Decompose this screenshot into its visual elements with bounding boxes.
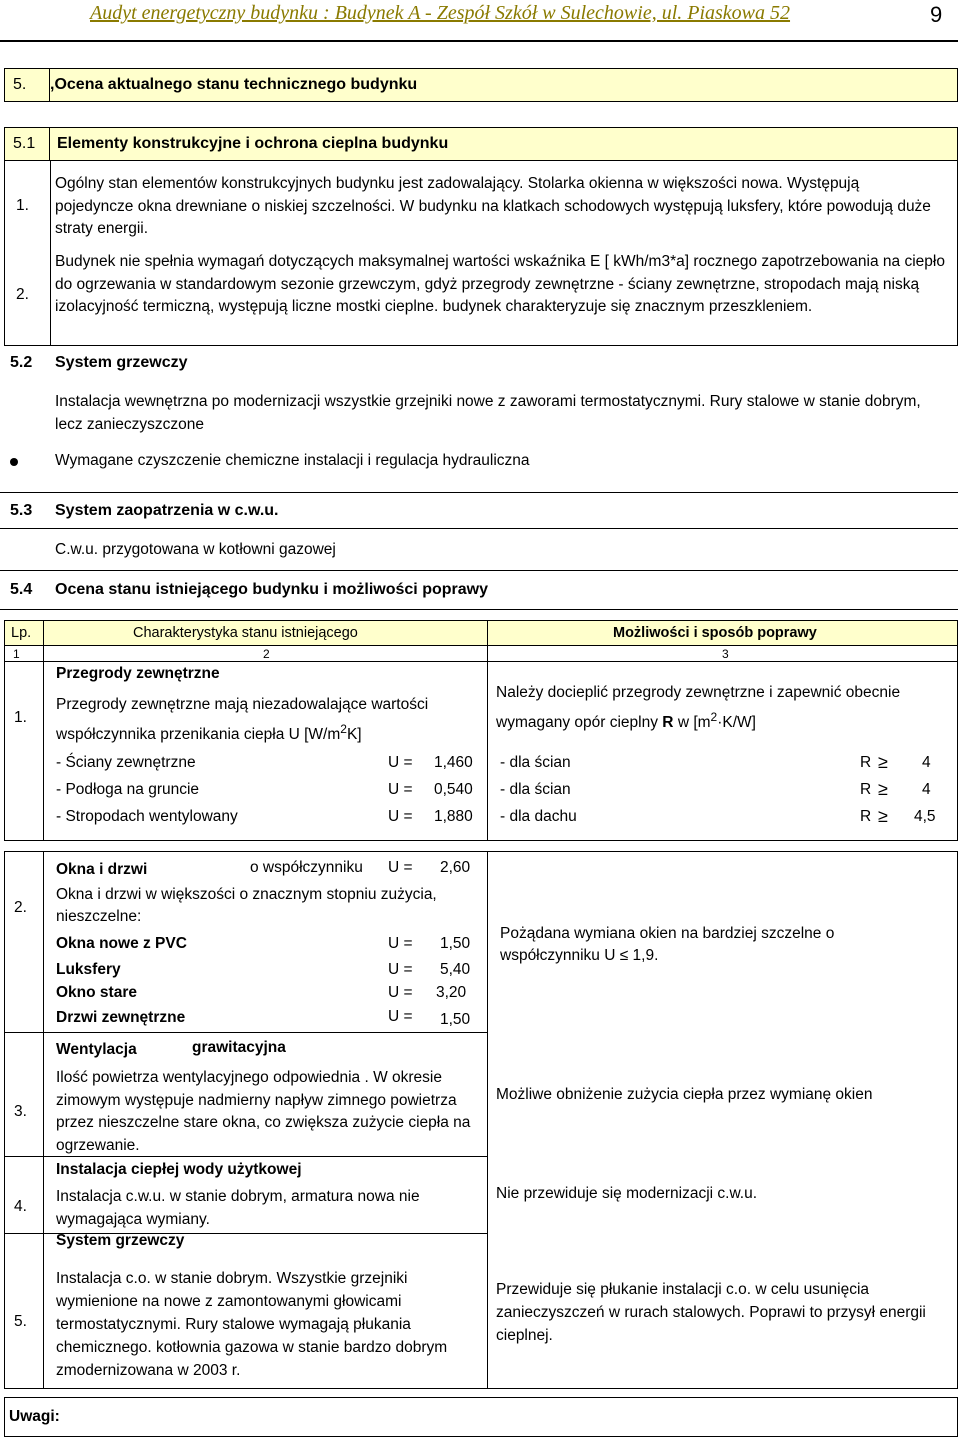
row-3-desc: Ilość powietrza wentylacyjnego odpowiednia . W okresie zimowym występuje nadmierny napływ zimnego powietrza przez nieszczelne stare okna, co zwiększa zużycie ciepła na ogrzewanie. [56, 1069, 471, 1154]
divider-5-4-top [0, 570, 958, 571]
section-5-band [4, 68, 958, 102]
section-5-4-number: 5.4 [10, 581, 33, 598]
row-1-right-text: Należy docieplić przegrody zewnętrzne i zapewnić obecnie wymagany opór cieplny [496, 684, 901, 732]
row-2-item-4-label: Drzwi zewnętrzne [56, 1009, 186, 1026]
section-5-2-bullet-text: Wymagane czyszczenie chemiczne instalacji i regulacja hydrauliczna [55, 452, 530, 469]
row-3-title2: grawitacyjna [192, 1039, 286, 1056]
row-1-item-1-rlabel: - dla ścian [500, 754, 571, 771]
body-divider-2 [487, 852, 488, 1388]
section-5-3-text: C.w.u. przygotowana w kotłowni gazowej [55, 541, 336, 558]
table-header [4, 620, 958, 646]
uwagi-box [4, 1397, 958, 1437]
section-5-3-number: 5.3 [10, 502, 33, 519]
bullet-icon [10, 458, 18, 466]
section-5-2-title: System grzewczy [55, 354, 188, 371]
body-divider-1 [43, 852, 44, 1388]
header-divider-2 [487, 621, 488, 645]
row-1-divider-2 [487, 662, 488, 840]
section-5-1-number: 5.1 [5, 128, 50, 160]
row-2-item-3-label: Okno stare [56, 984, 137, 1001]
row-1-item-1-ge: ≥ [878, 752, 888, 772]
row-2-item-3-u: U = [388, 984, 413, 1001]
row-1-item-1-val: 1,460 [434, 754, 473, 771]
row-3-right: Możliwe obniżenie zużycia ciepła przez wymianę okien [496, 1086, 873, 1103]
row-1-item-3-rval: 4,5 [914, 808, 936, 825]
row-2-item-3-val: 3,20 [436, 984, 467, 1001]
row-1-item-3-u: U = [388, 808, 413, 825]
colnum-3: 3 [722, 647, 729, 661]
row-1-item-3-r: R [860, 808, 872, 825]
row-1-desc-sup: 2 [340, 722, 347, 736]
section-5-4-title: Ocena stanu istniejącego budynku i możliwości poprawy [55, 581, 488, 598]
row-1-item-2-ge: ≥ [878, 779, 888, 799]
section-5-1-band [4, 127, 958, 161]
row-1-item-3-ge: ≥ [878, 806, 888, 826]
row-1-item-3-val: 1,880 [434, 808, 473, 825]
row-1-right-unit-sup: 2 [710, 710, 718, 724]
row-4-right: Nie przewiduje się modernizacji c.w.u. [496, 1185, 758, 1202]
row-5-desc: Instalacja c.o. w stanie dobrym. Wszystkie grzejniki wymienione na nowe z zamontowanymi głowicami termostatycznymi. Rury stalowe wymagają płukania chemicznego. kotłownia gazowa w stanie bardzo dobrym zmodernizowana w 2003 r. [56, 1270, 448, 1379]
row-5-lp: 5. [14, 1313, 27, 1330]
column-number-row [4, 646, 958, 662]
row-1-item-3-label: - Stropodach wentylowany [56, 808, 238, 825]
row-2-item-2-val: 5,40 [440, 961, 471, 978]
row-1-item-1-rval: 4 [922, 754, 931, 771]
colnum-divider-1 [43, 646, 44, 661]
row-1-description [56, 693, 476, 747]
row-2-coef-u: U = [388, 859, 413, 876]
row-1-title: Przegrody zewnętrzne [56, 665, 220, 682]
row-1-lp: 1. [14, 709, 27, 726]
divider-5-3-bottom [0, 528, 958, 529]
colnum-divider-2 [487, 646, 488, 661]
row-2-item-1-u: U = [388, 935, 413, 952]
row-1-right [496, 681, 951, 735]
row-1-item-2-label: - Podłoga na gruncie [56, 781, 200, 798]
document-header-title: Audyt energetyczny budynku : Budynek A - Zespół Szkół w Sulechowie, ul. Piaskowa 52 [90, 2, 791, 24]
row-2-item-1-val: 1,50 [440, 935, 471, 952]
row-2-desc: Okna i drzwi w większości o znacznym stopniu zużycia, nieszczelne: [56, 886, 437, 925]
row-2-title: Okna i drzwi [56, 861, 148, 878]
header-characteristics: Charakterystyka stanu istniejącego [133, 625, 358, 641]
row-1-right-r: R [662, 714, 674, 732]
section-5-3-title: System zaopatrzenia w c.w.u. [55, 502, 279, 519]
row-2-coef-label: o współczynniku [250, 859, 363, 876]
item-2-number: 2. [16, 286, 29, 303]
divider-5-3-top [0, 492, 958, 493]
row-2-lp: 2. [14, 899, 27, 916]
row-5-right: Przewiduje się płukanie instalacji c.o. w celu usunięcia zanieczyszczeń w rurach stalowych. Poprawi to przysył energii cieplnej. [496, 1281, 926, 1344]
row-4-title: Instalacja ciepłej wody użytkowej [56, 1161, 302, 1178]
header-lp: Lp. [11, 625, 32, 641]
row-1-item-1-u: U = [388, 754, 413, 771]
row-1-item-3-rlabel: - dla dachu [500, 808, 577, 825]
row-1-item-2-u: U = [388, 781, 413, 798]
row-1-divider-1 [43, 662, 44, 840]
row-2-item-4-u: U = [388, 1008, 413, 1025]
header-rule [0, 40, 958, 42]
section-5-number: 5. [5, 69, 50, 101]
header-improvements: Możliwości i sposób poprawy [613, 625, 817, 641]
divider-5-4-bottom [0, 609, 958, 610]
row-2-3-divider [5, 1032, 487, 1033]
row-1-item-1-r: R [860, 754, 872, 771]
section-5-1-title: Elementy konstrukcyjne i ochrona cieplna budynku [57, 135, 449, 152]
row-1-item-2-r: R [860, 781, 872, 798]
row-1-item-2-rval: 4 [922, 781, 931, 798]
row-4-desc: Instalacja c.w.u. w stanie dobrym, armatura nowa nie wymagająca wymiany. [56, 1188, 420, 1228]
row-1-item-2-rlabel: - dla ścian [500, 781, 571, 798]
uwagi-label: Uwagi: [9, 1408, 60, 1425]
page-number: 9 [930, 2, 943, 27]
item-2-text: Budynek nie spełnia wymagań dotyczących maksymalnej wartości wskaźnika E [ kWh/m3*a] rocznego zapotrzebowania na ciepło do ogrzewania w standardowym sezonie grzewczym, gdyż przegrody zewnętrzne - ściany zewnętrzne, stropodach mają niską izolacyjność termiczną, występują liczne mostki cieplne. budynek charakteryzuje się znacznym przeszkleniem. [55, 253, 945, 315]
row-2-coef-val: 2,60 [440, 859, 471, 876]
row-3-lp: 3. [14, 1103, 27, 1120]
section-5-2-number: 5.2 [10, 354, 33, 371]
row-5-title: System grzewczy [56, 1232, 185, 1249]
row-2-item-4-val: 1,50 [440, 1011, 471, 1028]
row-2-right: Pożądana wymiana okien na bardziej szczelne o współczynniku U ≤ 1,9. [500, 925, 835, 964]
row-1-desc-text: Przegrody zewnętrzne mają niezadowalające wartości współczynnika przenikania ciepła U [W/m [56, 696, 429, 744]
colnum-1: 1 [13, 647, 20, 661]
item-1-text: Ogólny stan elementów konstrukcyjnych budynku jest zadowalający. Stolarka okienna w większości nowa. Występują pojedyncze okna drewniane o niskiej szczelności. W budynku na klatkach schodowych występują luksfery, które powodują duże straty energii. [55, 175, 931, 237]
row-1-right-unit-b: ·K/W] [717, 714, 756, 732]
row-1-desc-end: K] [346, 726, 362, 744]
header-divider-1 [43, 621, 44, 645]
row-2-item-1-label: Okna nowe z PVC [56, 935, 187, 952]
row-2-item-2-u: U = [388, 961, 413, 978]
section-5-2-text: Instalacja wewnętrzna po modernizacji wszystkie grzejniki nowe z zaworami termostatycznymi. Rury stalowe w stanie dobrym, lecz zanieczyszczone [55, 393, 921, 433]
row-3-title: Wentylacja [56, 1041, 137, 1058]
row-1-item-1-label: - Ściany zewnętrzne [56, 754, 196, 771]
row-1-right-unit-a: w [m [677, 714, 711, 732]
section-5-title: ,Ocena aktualnego stanu technicznego budynku [50, 76, 418, 93]
row-2-item-2-label: Luksfery [56, 961, 121, 978]
colnum-2: 2 [263, 647, 270, 661]
row-1-item-2-val: 0,540 [434, 781, 473, 798]
column-divider [50, 161, 51, 346]
row-4-lp: 4. [14, 1198, 27, 1215]
item-1-number: 1. [16, 197, 29, 214]
